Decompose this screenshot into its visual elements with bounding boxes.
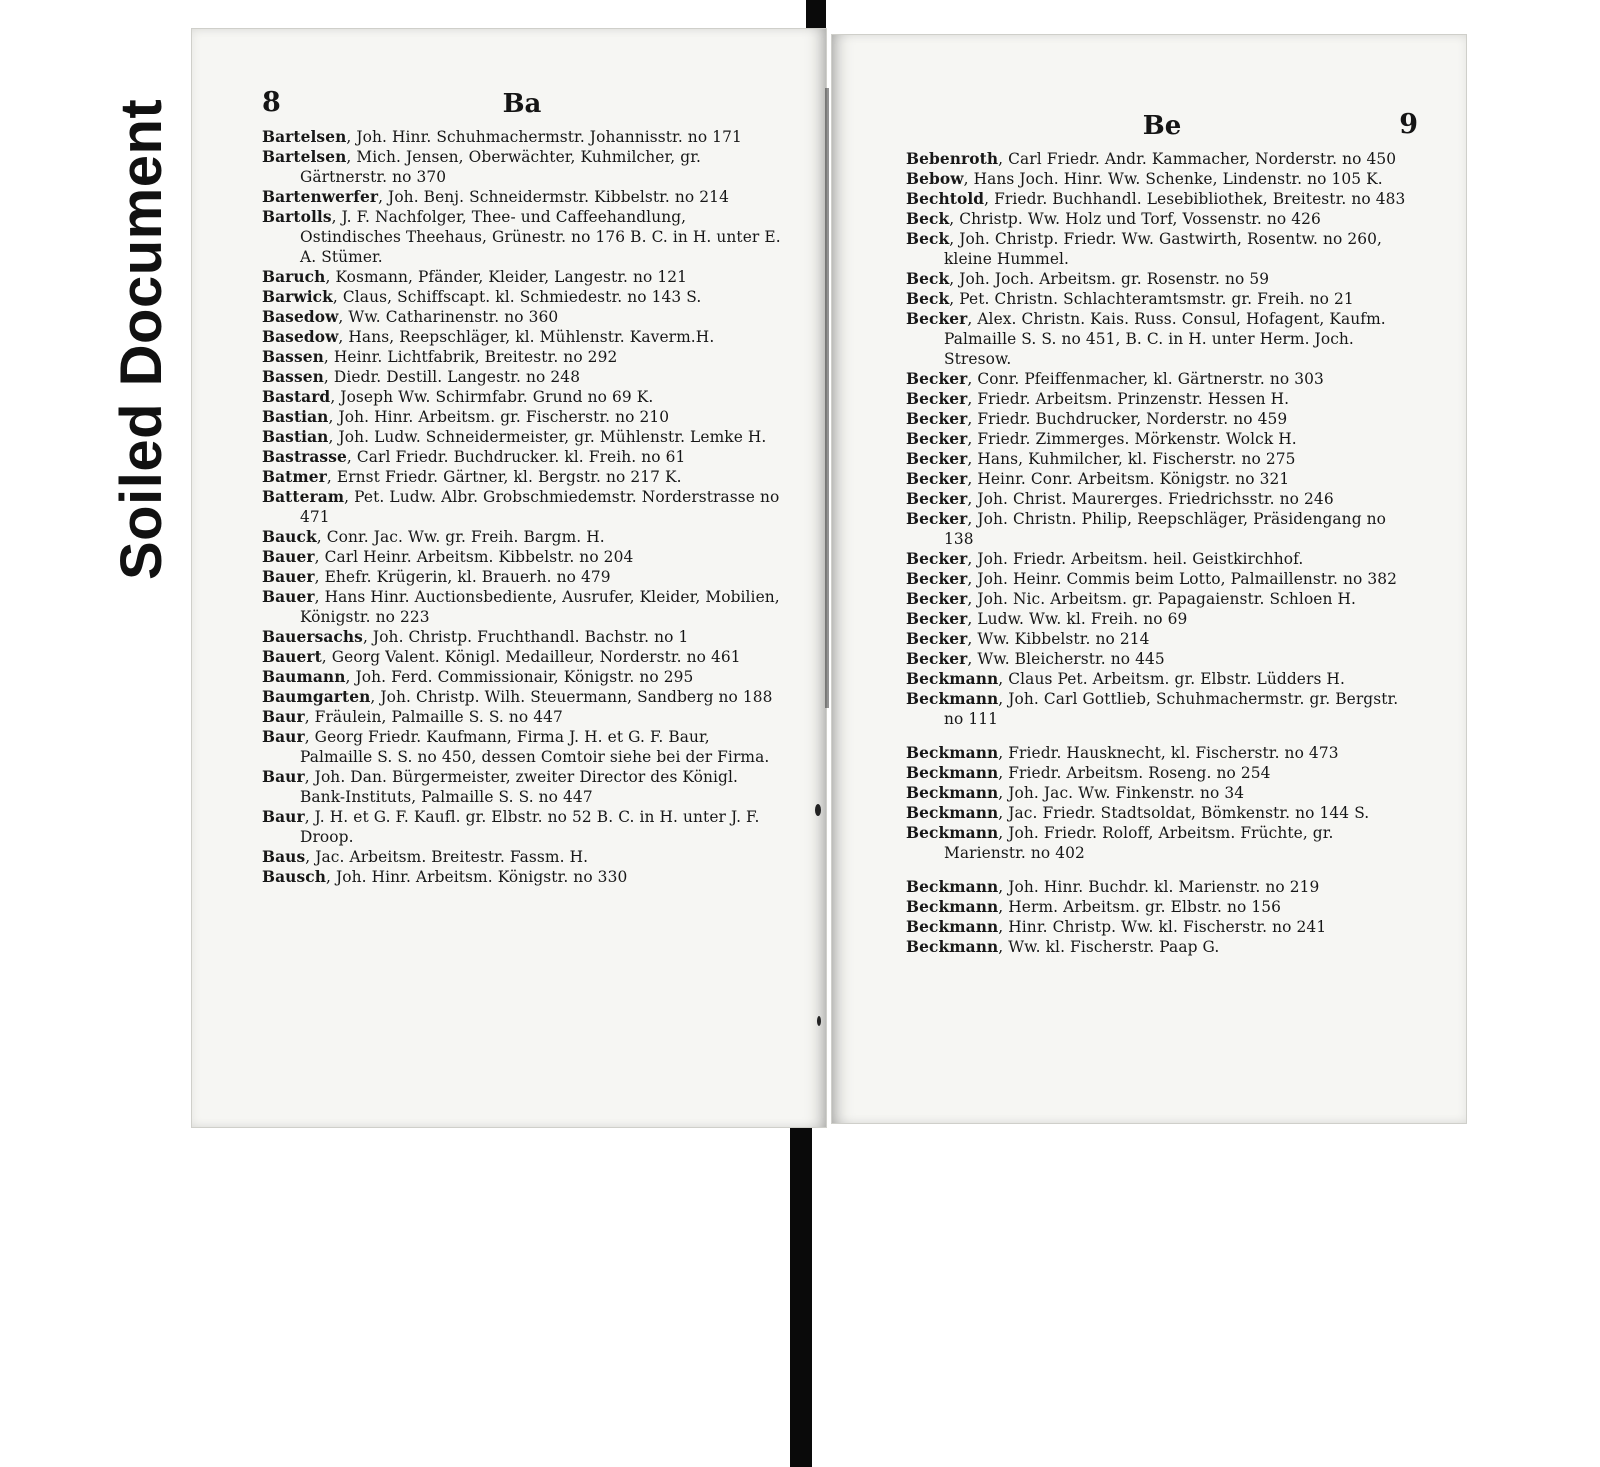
directory-entry [906,189,1418,209]
entry-details: , Carl Heinr. Arbeitsm. Kibbelstr. no 204 [314,548,634,566]
entry-details: , J. F. Nachfolger, Thee- und Caffeehandlung, Ostindisches Theehaus, Grünestr. no 176 B. C. in H. unter E. A. Stümer. [300,208,781,266]
entry-surname: Beckmann [906,784,999,802]
directory-entry [906,229,1418,269]
entry-surname: Becker [906,370,968,388]
entry-surname: Beckmann [906,938,999,956]
entry-surname: Becker [906,650,968,668]
stamp-text: Soiled Document [109,98,174,580]
entry-surname: Baruch [262,268,326,286]
entry-surname: Baur [262,808,305,826]
entry-details: , Joh. Jac. Ww. Finkenstr. no 34 [998,784,1245,802]
entry-surname: Baus [262,848,306,866]
directory-entry [906,309,1418,369]
directory-entry [906,549,1418,569]
entry-details: , Joh. Dan. Bürgermeister, zweiter Director des Königl. Bank-Instituts, Palmaille S. S. no 447 [300,768,738,806]
entry-details: , Hans, Reepschläger, kl. Mühlenstr. Kaverm.H. [338,328,715,346]
entry-surname: Becker [906,570,968,588]
entry-surname: Becker [906,510,968,528]
book-spread [191,28,1467,1128]
entry-details: , Ww. Catharinenstr. no 360 [338,308,559,326]
entry-surname: Bauer [262,568,315,586]
directory-entry [906,149,1418,169]
entry-surname: Bartenwerfer [262,188,379,206]
entry-surname: Bebenroth [906,150,999,168]
entry-surname: Bassen [262,368,324,386]
entry-surname: Beckmann [906,764,999,782]
directory-entry [906,649,1418,669]
directory-entry [262,847,782,867]
entry-surname: Batteram [262,488,345,506]
directory-entry [906,569,1418,589]
entry-surname: Bartelsen [262,128,347,146]
entry-details: , Hans Joch. Hinr. Ww. Schenke, Lindenstr. no 105 K. [963,170,1383,188]
directory-entry [906,609,1418,629]
binding-strip-bottom [790,1112,812,1467]
left-directory-entries [262,127,782,887]
left-page-header-letters: Ba [502,89,542,119]
directory-entry [262,487,782,527]
entry-surname: Beckmann [906,690,999,708]
directory-entry [906,937,1418,957]
entry-surname: Baumann [262,668,346,686]
entry-details: , Hans Hinr. Auctionsbediente, Ausrufer, Kleider, Mobilien, Königstr. no 223 [300,588,780,626]
directory-entry [262,687,782,707]
entry-details: , Hinr. Christp. Ww. kl. Fischerstr. no 241 [998,918,1327,936]
entry-details: , Herm. Arbeitsm. gr. Elbstr. no 156 [998,898,1282,916]
directory-entry [262,707,782,727]
entry-surname: Bebow [906,170,964,188]
directory-entry [906,289,1418,309]
directory-entry [906,803,1418,823]
directory-entry [262,727,782,767]
entry-details: , Mich. Jensen, Oberwächter, Kuhmilcher, gr. Gärtnerstr. no 370 [300,148,701,186]
entry-details: , Joh. Nic. Arbeitsm. gr. Papagaienstr. Schloen H. [967,590,1357,608]
entry-details: , Alex. Christn. Kais. Russ. Consul, Hofagent, Kaufm. Palmaille S. S. no 451, B. C. in H. unter Herm. Joch. Stresow. [944,310,1386,368]
page-gutter [825,88,829,708]
entry-surname: Beckmann [906,744,999,762]
entry-details: , Joh. Christ. Maurerges. Friedrichsstr. no 246 [967,490,1334,508]
entry-surname: Beck [906,210,950,228]
directory-entry [262,527,782,547]
entry-surname: Bauersachs [262,628,363,646]
directory-entry [906,169,1418,189]
entry-surname: Beck [906,270,950,288]
entry-surname: Bechtold [906,190,985,208]
directory-entry [262,467,782,487]
entry-details: , Ww. Bleicherstr. no 445 [967,650,1165,668]
directory-entry [262,187,782,207]
directory-entry [906,629,1418,649]
entry-surname: Beck [906,230,950,248]
entry-details: , Joh. Ferd. Commissionair, Königstr. no 295 [345,668,694,686]
ink-speck [815,804,821,816]
directory-entry [262,447,782,467]
directory-entry [906,209,1418,229]
entry-surname: Becker [906,550,968,568]
entry-details: , Joh. Hinr. Arbeitsm. gr. Fischerstr. no 210 [328,408,670,426]
entry-details: , Conr. Jac. Ww. gr. Freih. Bargm. H. [316,528,605,546]
directory-entry [906,743,1418,763]
directory-entry [262,647,782,667]
entry-details: , Christp. Ww. Holz und Torf, Vossenstr. no 426 [949,210,1321,228]
entry-details: , Ernst Friedr. Gärtner, kl. Bergstr. no 217 K. [326,468,682,486]
directory-entry [262,567,782,587]
directory-entry [262,287,782,307]
directory-entry [262,547,782,567]
entry-details: , Joh. Carl Gottlieb, Schuhmachermstr. gr. Bergstr. no 111 [944,690,1399,728]
entry-details: , Carl Friedr. Buchdrucker. kl. Freih. no 61 [346,448,686,466]
left-page-header [262,87,782,127]
entry-details: , Conr. Pfeiffenmacher, kl. Gärtnerstr. no 303 [967,370,1324,388]
entry-details: , Joh. Hinr. Schuhmachermstr. Johannisstr. no 171 [346,128,742,146]
directory-entry [906,429,1418,449]
entry-surname: Bartolls [262,208,332,226]
left-page [191,28,827,1128]
entry-details: , Joh. Friedr. Arbeitsm. heil. Geistkirchhof. [967,550,1304,568]
ink-speck [817,1016,821,1026]
directory-entry [262,427,782,447]
directory-entry [262,347,782,367]
entry-surname: Bastrasse [262,448,347,466]
entry-surname: Bauer [262,588,315,606]
entry-surname: Becker [906,390,968,408]
directory-entry [906,389,1418,409]
directory-entry [906,689,1418,729]
directory-entry [262,267,782,287]
directory-entry [906,269,1418,289]
entry-surname: Beck [906,290,950,308]
entry-surname: Beckmann [906,804,999,822]
entry-surname: Bastian [262,428,329,446]
directory-entry [906,449,1418,469]
directory-entry [262,367,782,387]
directory-entry [906,409,1418,429]
entry-details: , Ww. Kibbelstr. no 214 [967,630,1150,648]
entry-details: , Claus Pet. Arbeitsm. gr. Elbstr. Lüdders H. [998,670,1345,688]
entry-details: , Pet. Christn. Schlachteramtsmstr. gr. Freih. no 21 [949,290,1354,308]
left-page-number: 8 [262,87,281,118]
entry-surname: Bassen [262,348,324,366]
directory-entry [906,509,1418,549]
entry-details: , Joh. Joch. Arbeitsm. gr. Rosenstr. no 59 [949,270,1270,288]
directory-entry [262,307,782,327]
entry-surname: Beckmann [906,898,999,916]
directory-entry [906,917,1418,937]
directory-entry [262,807,782,847]
entry-details: , Georg Valent. Königl. Medailleur, Norderstr. no 461 [321,648,741,666]
entry-details: , Joh. Friedr. Roloff, Arbeitsm. Früchte, gr. Marienstr. no 402 [944,824,1334,862]
entry-surname: Baumgarten [262,688,371,706]
entry-details: , Joh. Christp. Fruchthandl. Bachstr. no 1 [362,628,689,646]
entry-details: , Fräulein, Palmaille S. S. no 447 [304,708,563,726]
entry-details: , Friedr. Hausknecht, kl. Fischerstr. no 473 [998,744,1339,762]
entry-details: , Heinr. Conr. Arbeitsm. Königstr. no 321 [967,470,1290,488]
directory-entry [906,469,1418,489]
entry-details: , Joseph Ww. Schirmfabr. Grund no 69 K. [330,388,654,406]
entry-details: , Claus, Schiffscapt. kl. Schmiedestr. no 143 S. [332,288,702,306]
entry-surname: Becker [906,430,968,448]
entry-surname: Becker [906,630,968,648]
right-page-header-letters: Be [1142,111,1182,141]
entry-details: , Heinr. Lichtfabrik, Breitestr. no 292 [323,348,618,366]
entry-surname: Bastian [262,408,329,426]
entry-surname: Beckmann [906,670,999,688]
entry-details: , Joh. Christn. Philip, Reepschläger, Präsidengang no 138 [944,510,1387,548]
directory-entry [262,147,782,187]
entry-details: , Kosmann, Pfänder, Kleider, Langestr. no 121 [325,268,688,286]
entry-details: , J. H. et G. F. Kaufl. gr. Elbstr. no 52 B. C. in H. unter J. F. Droop. [300,808,760,846]
entry-surname: Beckmann [906,878,999,896]
directory-entry [906,877,1418,897]
entry-surname: Beckmann [906,918,999,936]
entry-surname: Baur [262,728,305,746]
directory-entry [906,669,1418,689]
entry-surname: Basedow [262,328,339,346]
directory-entry [906,369,1418,389]
directory-entry [262,407,782,427]
directory-entry [262,207,782,267]
entry-surname: Becker [906,410,968,428]
directory-entry [262,587,782,627]
entry-surname: Becker [906,610,968,628]
entry-surname: Bauck [262,528,317,546]
entry-details: , Friedr. Buchhandl. Lesebibliothek, Breitestr. no 483 [984,190,1406,208]
entry-details: , Joh. Ludw. Schneidermeister, gr. Mühlenstr. Lemke H. [328,428,767,446]
entry-surname: Beckmann [906,824,999,842]
entry-details: , Joh. Heinr. Commis beim Lotto, Palmaillenstr. no 382 [967,570,1397,588]
entry-surname: Baur [262,708,305,726]
directory-entry [906,763,1418,783]
right-directory-entries [906,149,1418,957]
entry-details: , Ww. kl. Fischerstr. Paap G. [998,938,1220,956]
entry-surname: Bastard [262,388,331,406]
entry-surname: Bartelsen [262,148,347,166]
directory-entry [906,823,1418,863]
entry-surname: Bauert [262,648,322,666]
entry-details: , Joh. Hinr. Arbeitsm. Königstr. no 330 [326,868,628,886]
right-page-number: 9 [1399,109,1418,140]
entry-surname: Becker [906,310,968,328]
entry-details: , Friedr. Zimmerges. Mörkenstr. Wolck H. [967,430,1297,448]
right-page [831,34,1467,1124]
entry-details: , Diedr. Destill. Langestr. no 248 [323,368,581,386]
entry-surname: Bauer [262,548,315,566]
entry-surname: Batmer [262,468,327,486]
directory-entry [906,589,1418,609]
entry-surname: Bausch [262,868,326,886]
directory-entry [262,387,782,407]
directory-entry [906,783,1418,803]
entry-surname: Becker [906,470,968,488]
entry-details: , Jac. Friedr. Stadtsoldat, Bömkenstr. no 144 S. [998,804,1370,822]
entry-details: , Joh. Benj. Schneidermstr. Kibbelstr. no 214 [378,188,729,206]
entry-details: , Carl Friedr. Andr. Kammacher, Norderstr. no 450 [998,150,1397,168]
entry-details: , Friedr. Buchdrucker, Norderstr. no 459 [967,410,1288,428]
directory-entry [906,489,1418,509]
entry-details: , Friedr. Arbeitsm. Prinzenstr. Hessen H. [967,390,1290,408]
directory-entry [262,667,782,687]
entry-surname: Becker [906,590,968,608]
entry-surname: Baur [262,768,305,786]
entry-details: , Friedr. Arbeitsm. Roseng. no 254 [998,764,1271,782]
entry-details: , Joh. Hinr. Buchdr. kl. Marienstr. no 219 [998,878,1320,896]
directory-entry [262,627,782,647]
entry-details: , Pet. Ludw. Albr. Grobschmiedemstr. Norderstrasse no 471 [300,488,780,526]
entry-details: , Georg Friedr. Kaufmann, Firma J. H. et G. F. Baur, Palmaille S. S. no 450, dessen Comtoir siehe bei der Firma. [300,728,770,766]
entry-details: , Hans, Kuhmilcher, kl. Fischerstr. no 275 [967,450,1296,468]
entry-details: , Joh. Christp. Wilh. Steuermann, Sandberg no 188 [370,688,773,706]
entry-surname: Basedow [262,308,339,326]
entry-details: , Ehefr. Krügerin, kl. Brauerh. no 479 [314,568,611,586]
directory-entry [262,327,782,347]
right-page-header [906,109,1418,149]
directory-entry [906,897,1418,917]
entry-surname: Becker [906,490,968,508]
entry-details: , Ludw. Ww. kl. Freih. no 69 [967,610,1188,628]
entry-surname: Barwick [262,288,333,306]
directory-entry [262,127,782,147]
directory-entry [262,867,782,887]
directory-entry [262,767,782,807]
entry-surname: Becker [906,450,968,468]
entry-details: , Jac. Arbeitsm. Breitestr. Fassm. H. [305,848,589,866]
entry-details: , Joh. Christp. Friedr. Ww. Gastwirth, Rosentw. no 260, kleine Hummel. [944,230,1382,268]
